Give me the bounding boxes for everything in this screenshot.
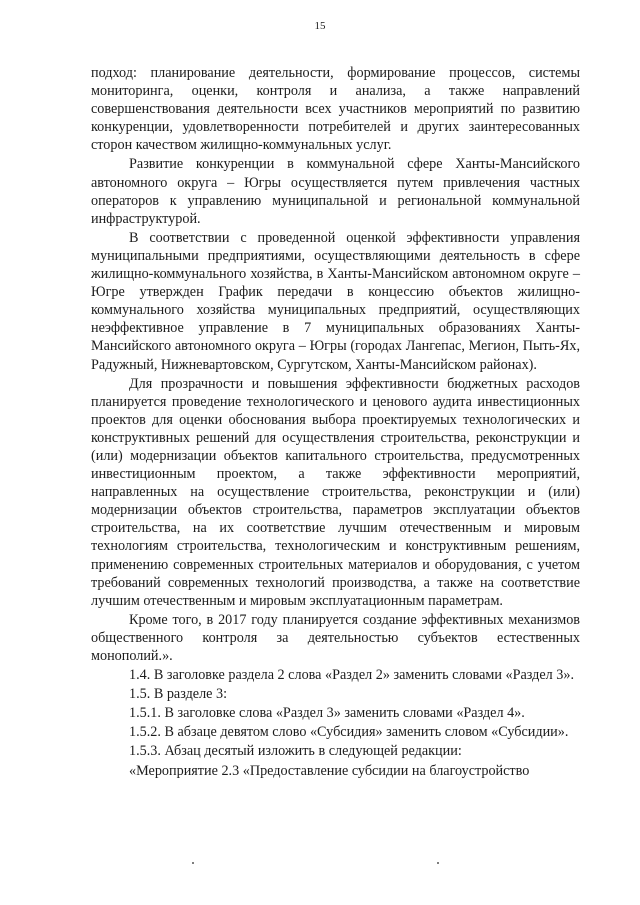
paragraph-concession-schedule: В соответствии с проведенной оценкой эффективности управления муниципальными предприятиями, осуществляющими деятельность в сфере жилищно-коммунального хозяйства, в Ханты-Мансийском автономном округе – Югре утвержден График передачи в концессию объектов жилищно-коммунального хозяйства муниципальных предприятий, осуществляющих неэффективное управление в 7 муниципальных образованиях Ханты-Мансийского автономного округа – Югры (городах Лангепас, Мегион, Пыть-Ях, Радужный, Нижневартовском, Сургутском, Ханты-Мансийском районах). [91, 229, 580, 373]
document-body [91, 64, 580, 781]
paragraph-audit: Для прозрачности и повышения эффективности бюджетных расходов планируется проведение технологического и ценового аудита инвестиционных проектов для оценки обоснования выбора проектируемых технологических и конструктивных решений для осуществления строительства, реконструкции и (или) модернизации объектов капитального строительства, предусмотренных инвестиционным проектом, а также эффективности мероприятий, направленных на осуществление строительства, реконструкции и (или) модернизации объектов строительства, параметров эксплуатации объектов строительства, на их соответствие лучшим отечественным и мировым технологиям строительства, технологическим и конструктивным решениям, применению современных строительных материалов и оборудования, с учетом требований современных технологий производства, а также на соответствие лучшим отечественным и мировым эксплуатационным параметрам. [91, 375, 580, 609]
scan-speck [192, 862, 194, 864]
paragraph-item-1-5-2: 1.5.2. В абзаце девятом слово «Субсидия» заменить словом «Субсидии». [129, 724, 569, 741]
paragraph-measure-2-3: «Мероприятие 2.3 «Предоставление субсидии на благоустройство [129, 762, 530, 779]
paragraph-item-1-5-3: 1.5.3. Абзац десятый изложить в следующей редакции: [129, 743, 462, 760]
paragraph-item-1-5-1: 1.5.1. В заголовке слова «Раздел 3» заменить словами «Раздел 4». [129, 705, 525, 722]
paragraph-public-control: Кроме того, в 2017 году планируется создание эффективных механизмов общественного контроля за деятельностью субъектов естественных монополий.». [91, 611, 580, 664]
scan-speck [437, 862, 439, 864]
paragraph-approach: подход: планирование деятельности, формирование процессов, системы мониторинга, оценки, контроля и анализа, а также направлений совершенствования деятельности всех участников мероприятий по развитию конкуренции, удовлетворенности потребителей и других заинтересованных сторон качеством жилищно-коммунальных услуг. [91, 65, 580, 154]
paragraph-item-1-4: 1.4. В заголовке раздела 2 слова «Раздел 2» заменить словами «Раздел 3». [129, 667, 574, 684]
paragraph-competition-development: Развитие конкуренции в коммунальной сфере Ханты-Мансийского автономного округа – Югры осуществляется путем привлечения частных операторов к управлению муниципальной и региональной коммунальной инфраструктурой. [91, 156, 580, 227]
paragraph-item-1-5: 1.5. В разделе 3: [129, 686, 228, 703]
page-number: 15 [314, 20, 326, 32]
